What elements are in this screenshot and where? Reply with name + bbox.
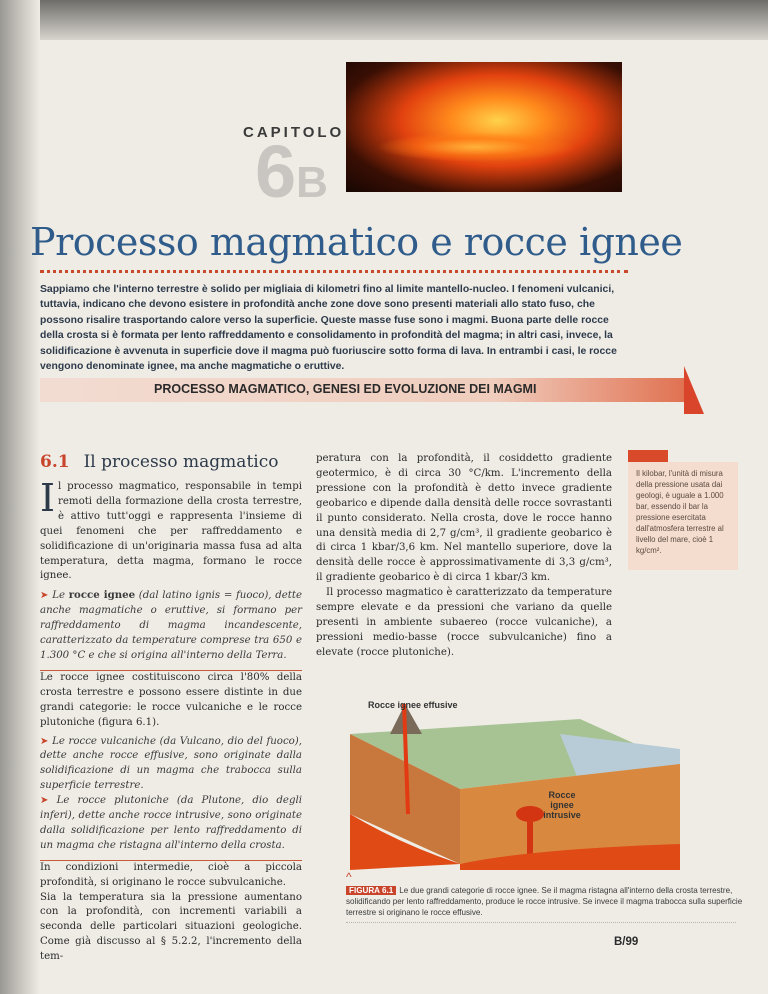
page-title: Processo magmatico e rocce ignee	[30, 220, 683, 264]
page-number: B/99	[614, 936, 639, 948]
chapter-number: 6B	[255, 130, 328, 213]
footer-divider	[346, 922, 736, 923]
figure-tag: FIGURA 6.1	[346, 886, 396, 895]
arrow-icon: ➤	[40, 590, 53, 602]
page-top-shadow	[0, 0, 768, 40]
section-heading	[40, 452, 278, 472]
dropcap: I	[40, 476, 56, 520]
paragraph-categories: Le rocce ignee costituiscono circa l'80% della crosta terrestre e possono essere distinte in due grandi categorie: le rocce vulcaniche e le rocce plutoniche (figura 6.1).	[40, 671, 302, 728]
left-column	[40, 476, 302, 965]
lava-photo	[346, 62, 622, 192]
paragraph-subvolcanic: In condizioni intermedie, cioè a piccola profondità, si originano le rocce subvulcaniche.	[40, 861, 302, 888]
paragraph-process: Il processo magmatico è caratterizzato da temperature sempre elevate e da pressioni che variano da quelle presenti in ambiente subaereo (rocce vulcaniche), a pressioni medio-basse (rocce subvulcaniche) fino a elevate (rocce plutoniche).	[316, 587, 612, 658]
section-title: Il processo magmatico	[83, 452, 279, 472]
chapter-label: CAPITOLO	[243, 124, 345, 141]
middle-column	[316, 452, 612, 661]
arrow-icon: ➤	[40, 735, 53, 747]
title-divider	[40, 270, 628, 273]
label-intrusive: Rocce ignee intrusive	[543, 790, 581, 820]
caret-icon: ^	[346, 870, 352, 884]
figure-caption: FIGURA 6.1 Le due grandi categorie di rocce ignee. Se il magma ristagna all'interno della crosta terrestre, solidificando per lento raffreddamento, produce le rocce intrusive. Se invece il magma trabocca sulla superficie terrestre si originano le rocce effusive.	[346, 886, 743, 918]
paragraph-intro: Il processo magmatico, responsabile in tempi remoti della formazione della crosta terrestre, è attivo tutt'oggi e rappresenta l'insieme di quei fenomeni che per raffreddamento e solidificazione di un'originaria massa fusa ad alta temperatura, detta magma, formano le rocce ignee.	[40, 476, 302, 582]
igneous-rocks-diagram	[330, 694, 698, 870]
paragraph-gradient: peratura con la profondità, il cosiddetto gradiente geotermico, è di circa 30 °C/km. L'incremento della pressione con la profondità è detto invece gradiente geobarico e dipende dalla densità delle rocce sovrastanti il punto considerato. Nella crosta, dove le rocce hanno una densità media di 2,7 g/cm³, il gradiente geobarico è di circa 1 kbar/3,6 km. Nel mantello superiore, dove la densità delle rocce è approssimativamente di 3,3 g/cm³, il gradiente geobarico è di circa 1 kbar/3 km.	[316, 453, 612, 584]
kilobar-sidebar: Il kilobar, l'unità di misura della pressione usata dai geologi, è uguale a 1.000 bar, essendo il bar la pressione esercitata dall'atmosfera terrestre al livello del mare, cioè 1 kg/cm².	[628, 462, 738, 570]
page-gutter-shadow	[0, 0, 40, 994]
definition-note-igneous: ➤ Le rocce ignee (dal latino ignis = fuoco), dette anche magmatiche o eruttive, si formano per raffreddamento di magma incandescente, caratterizzato da temperature comprese tra 650 e 1.300 °C e che si origina all'interno della Terra.	[40, 584, 302, 671]
section-banner	[40, 378, 688, 402]
intro-paragraph: Sappiamo che l'interno terrestre è solido per migliaia di kilometri fino al limite mantello-nucleo. I fenomeni vulcanici, tuttavia, indicano che devono esistere in profondità anche zone dove sono presenti materiali allo stato fuso, che possono risalire trasportando calore verso la superficie. Queste masse fuse sono i magmi. Buona parte delle rocce della crosta si è formata per lento raffreddamento e consolidamento in profondità del magma; in altri casi, invece, la solidificazione è avvenuta in superficie dove il magma può fuoriuscire sotto forma di lava. In entrambi i casi, le rocce vengono denominate ignee, ma anche magmatiche o eruttive.	[40, 284, 617, 373]
section-banner-text: PROCESSO MAGMATICO, GENESI ED EVOLUZIONE DEI MAGMI	[154, 382, 537, 396]
definition-note-types: ➤ Le rocce vulcaniche (da Vulcano, dio del fuoco), dette anche rocce effusive, sono originate dalla solidificazione di un magma che trabocca sulla superficie terrestre. ➤ Le rocce plutoniche (da Plutone, dio degli inferi), dette anche rocce intrusive, sono originate dalla solidificazione per lento raffreddamento di un magma che ristagna all'interno della crosta.	[40, 731, 302, 861]
section-number: 6.1	[40, 452, 70, 472]
paragraph-temperature: Sia la temperatura sia la pressione aumentano con la profondità, con incrementi variabili a seconda delle particolari situazioni geologiche. Come già discusso al § 5.2.2, l'incremento della tem-	[40, 891, 302, 963]
arrow-icon: ➤	[40, 795, 57, 807]
label-effusive: Rocce ignee effusive	[368, 700, 458, 710]
